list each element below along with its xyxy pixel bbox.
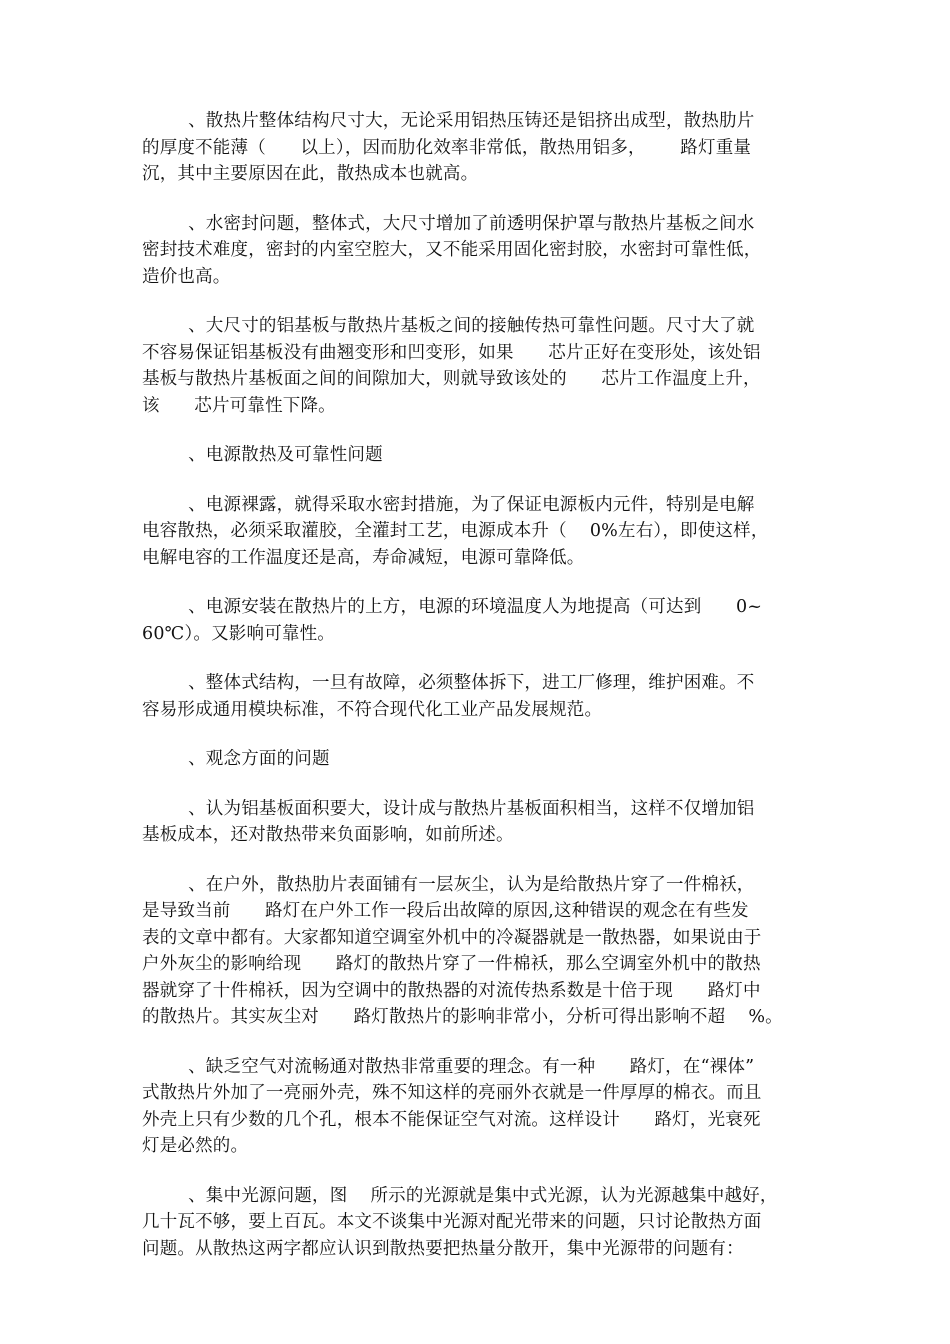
text-line: 、整体式结构，一旦有故障，必须整体拆下，进工厂修理，维护困难。不 — [142, 673, 755, 693]
text-line: 式散热片外加了一亮丽外壳，殊不知这样的亮丽外衣就是一件厚厚的棉衣。而且 — [142, 1083, 762, 1103]
text-line: 的散热片。其实灰尘对 路灯散热片的影响非常小，分析可得出影响不超 %。 — [142, 1007, 783, 1027]
text-line: 电解电容的工作温度还是高，寿命减短，电源可靠降低。 — [142, 547, 585, 568]
section-heading-power-supply — [142, 442, 810, 469]
text-line: 、缺乏空气对流畅通对散热非常重要的理念。有一种 路灯，在“裸体” — [142, 1056, 755, 1077]
text-line: 造价也高。 — [142, 266, 231, 287]
text-line: 不容易保证铝基板没有曲翘变形和凹变形，如果 芯片正好在变形处，该处铝 — [142, 342, 761, 363]
text-line: 、认为铝基板面积要大，设计成与散热片基板面积相当，这样不仅增加铝 — [142, 798, 755, 819]
text-line: 、水密封问题，整体式，大尺寸增加了前透明保护罩与散热片基板之间水 — [142, 213, 755, 234]
text-line: 基板成本，还对散热带来负面影响，如前所述。 — [142, 825, 514, 845]
text-line: 是导致当前 路灯在户外工作一段后出故障的原因,这种错误的观念在有些发 — [142, 901, 749, 921]
text-line: 的厚度不能薄（ 以上），因而肋化效率非常低，散热用铝多， 路灯重量 — [142, 137, 752, 158]
text-line: 基板与散热片基板面之间的间隙加大，则就导致该处的 芯片工作温度上升， — [142, 369, 761, 389]
text-line: 几十瓦不够，要上百瓦。本文不谈集中光源对配光带来的问题，只讨论散热方面 — [142, 1212, 762, 1232]
text-line: 、在户外，散热肋片表面铺有一层灰尘，认为是给散热片穿了一件棉袄， — [142, 874, 755, 895]
text-line: 该 芯片可靠性下降。 — [142, 395, 336, 416]
text-line: 问题。从散热这两字都应认识到散热要把热量分散开，集中光源带的问题有： — [142, 1238, 744, 1259]
document-body — [142, 108, 810, 1285]
paragraph-water-seal — [142, 211, 810, 291]
paragraph-air-convection — [142, 1054, 810, 1160]
text-line: 容易形成通用模块标准，不符合现代化工业产品发展规范。 — [142, 699, 603, 720]
paragraph-dust-coating — [142, 872, 810, 1031]
text-line: 、电源散热及可靠性问题 — [142, 445, 383, 465]
text-line: 器就穿了十件棉袄，因为空调中的散热器的对流传热系数是十倍于现 路灯中 — [142, 980, 761, 1001]
text-line: 户外灰尘的影响给现 路灯的散热片穿了一件棉袄，那么空调室外机中的散热 — [142, 954, 761, 974]
text-line: 密封技术难度，密封的内室空腔大，又不能采用固化密封胶，水密封可靠性低， — [142, 240, 762, 260]
text-line: 60℃）。又影响可靠性。 — [142, 623, 335, 644]
paragraph-integrated-structure — [142, 670, 810, 723]
text-line: 外壳上只有少数的几个孔，根本不能保证空气对流。这样设计 路灯，光衰死 — [142, 1109, 761, 1130]
paragraph-power-exposed — [142, 492, 810, 572]
section-heading-concepts — [142, 746, 810, 773]
text-line: 、观念方面的问题 — [142, 749, 330, 769]
paragraph-concentrated-light-source — [142, 1183, 810, 1263]
text-line: 、散热片整体结构尺寸大，无论采用铝热压铸还是铝挤出成型，散热肋片 — [142, 111, 755, 131]
text-line: 电容散热，必须采取灌胶，全灌封工艺，电源成本升（ 0%左右），即使这样， — [142, 521, 769, 541]
text-line: 、电源裸露，就得采取水密封措施，为了保证电源板内元件，特别是电解 — [142, 494, 755, 515]
paragraph-power-position — [142, 594, 810, 647]
text-line: 表的文章中都有。大家都知道空调室外机中的冷凝器就是一散热器，如果说由于 — [142, 927, 762, 948]
paragraph-heat-sink-size — [142, 108, 810, 188]
text-line: 、集中光源问题，图 所示的光源就是集中式光源，认为光源越集中越好， — [142, 1185, 778, 1206]
paragraph-contact-heat-transfer — [142, 313, 810, 419]
text-line: 沉，其中主要原因在此，散热成本也就高。 — [142, 164, 479, 184]
paragraph-aluminum-board-area — [142, 796, 810, 849]
text-line: 灯是必然的。 — [142, 1136, 249, 1156]
text-line: 、电源安装在散热片的上方，电源的环境温度人为地提高（可达到 0~ — [142, 597, 763, 617]
text-line: 、大尺寸的铝基板与散热片基板之间的接触传热可靠性问题。尺寸大了就 — [142, 316, 755, 336]
